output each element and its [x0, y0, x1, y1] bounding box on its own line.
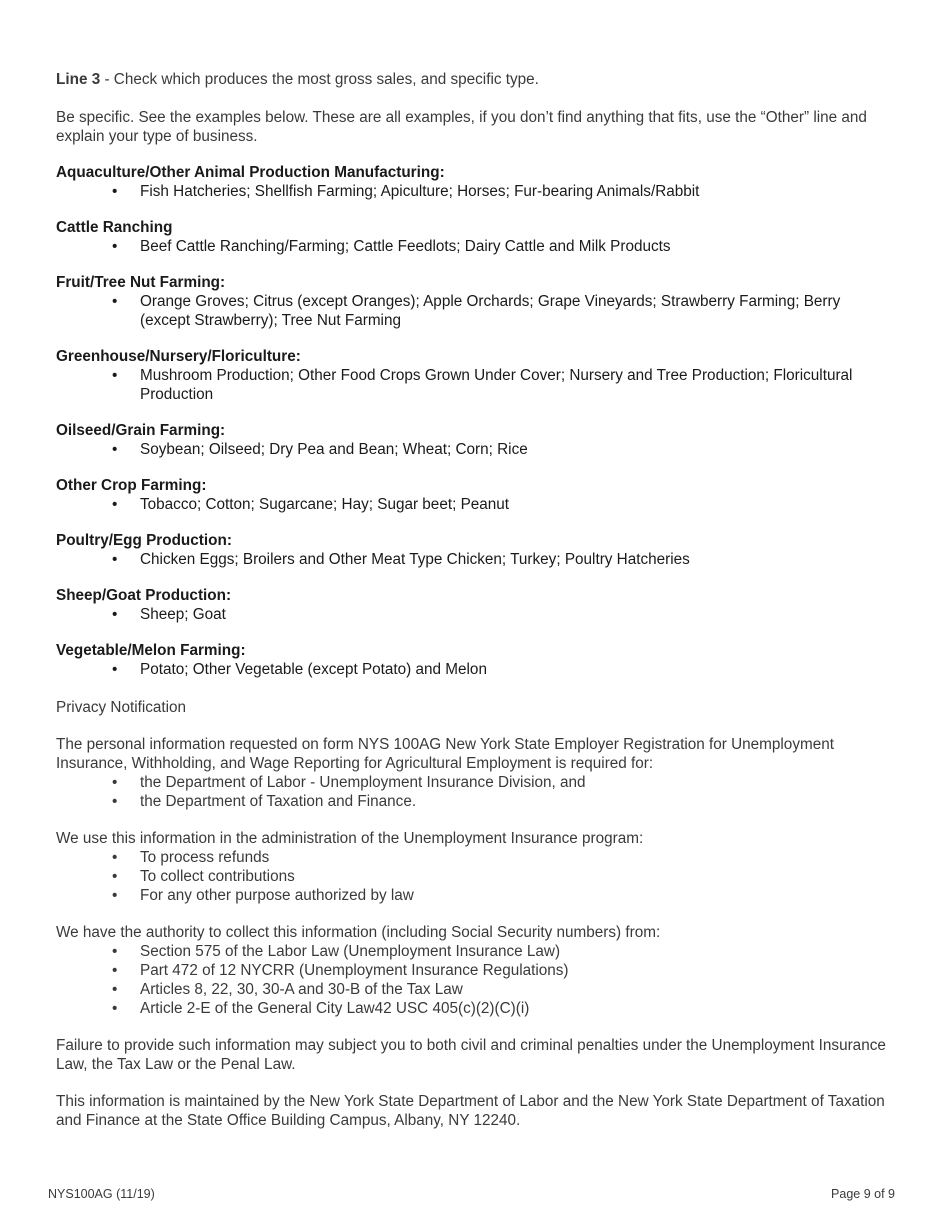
privacy-authority-item — [56, 942, 886, 961]
category-example-item — [56, 366, 886, 404]
category-heading: Poultry/Egg Production: — [56, 532, 232, 549]
line3-instruction — [56, 70, 886, 89]
category-example-item — [56, 292, 886, 330]
line3-text: - Check which produces the most gross sales, and specific type. — [100, 71, 539, 88]
category-heading: Aquaculture/Other Animal Production Manufacturing: — [56, 164, 445, 181]
privacy-required-item — [56, 773, 886, 792]
privacy-authority-intro: We have the authority to collect this information (including Social Security numbers) from: — [56, 924, 661, 941]
privacy-failure-paragraph: Failure to provide such information may subject you to both civil and criminal penalties under the Unemployment Insurance Law, the Tax Law or the Penal Law. — [56, 1037, 886, 1073]
category-example-item — [56, 605, 886, 624]
category-example-item — [56, 440, 886, 459]
category-examples — [56, 495, 886, 514]
category-examples — [56, 660, 886, 679]
privacy-use-item — [56, 867, 886, 886]
privacy-authority-item-text: Part 472 of 12 NYCRR (Unemployment Insurance Regulations) — [140, 962, 569, 979]
privacy-use-intro: We use this information in the administration of the Unemployment Insurance program: — [56, 830, 644, 847]
privacy-authority-item — [56, 961, 886, 980]
bullet-icon: • — [112, 887, 118, 904]
category-heading: Oilseed/Grain Farming: — [56, 422, 226, 439]
bullet-icon: • — [112, 774, 118, 791]
privacy-use-item-text: To process refunds — [140, 849, 270, 866]
category-section — [56, 586, 886, 624]
bullet-icon: • — [112, 849, 118, 866]
privacy-required-item-text: the Department of Taxation and Finance. — [140, 793, 417, 810]
category-heading: Cattle Ranching — [56, 219, 173, 236]
line3-label: Line 3 — [56, 71, 101, 88]
privacy-maintained-paragraph: This information is maintained by the New York State Department of Labor and the New York State Department of Taxation and Finance at the State Office Building Campus, Albany, NY 12240. — [56, 1093, 885, 1129]
category-examples — [56, 182, 886, 201]
privacy-use-item-text: To collect contributions — [140, 868, 295, 885]
bullet-icon: • — [112, 962, 118, 979]
category-example-item-text: Chicken Eggs; Broilers and Other Meat Type Chicken; Turkey; Poultry Hatcheries — [140, 551, 690, 568]
bullet-icon: • — [112, 661, 118, 678]
category-example-item-text: Beef Cattle Ranching/Farming; Cattle Feedlots; Dairy Cattle and Milk Products — [140, 238, 671, 255]
category-section — [56, 347, 886, 404]
bullet-icon: • — [112, 793, 118, 810]
privacy-authority-item — [56, 999, 886, 1018]
category-section — [56, 218, 886, 256]
category-section — [56, 476, 886, 514]
category-example-item — [56, 495, 886, 514]
intro-paragraph: Be specific. See the examples below. These are all examples, if you don’t find anything that fits, use the “Other” line and explain your type of business. — [56, 109, 867, 145]
category-example-item-text: Tobacco; Cotton; Sugarcane; Hay; Sugar beet; Peanut — [140, 496, 510, 513]
category-example-item — [56, 182, 886, 201]
privacy-authority-item-text: Section 575 of the Labor Law (Unemployment Insurance Law) — [140, 943, 561, 960]
bullet-icon: • — [112, 441, 118, 458]
category-examples — [56, 237, 886, 256]
category-examples — [56, 605, 886, 624]
category-section — [56, 641, 886, 679]
privacy-required-item-text: the Department of Labor - Unemployment Insurance Division, and — [140, 774, 586, 791]
category-example-item — [56, 550, 886, 569]
privacy-use-item-text: For any other purpose authorized by law — [140, 887, 414, 904]
category-heading: Vegetable/Melon Farming: — [56, 642, 246, 659]
bullet-icon: • — [112, 606, 118, 623]
bullet-icon: • — [112, 238, 118, 255]
category-section — [56, 421, 886, 459]
bullet-icon: • — [112, 943, 118, 960]
category-example-item-text: Mushroom Production; Other Food Crops Grown Under Cover; Nursery and Tree Production; Floricultural Production — [140, 367, 853, 403]
privacy-required-item — [56, 792, 886, 811]
bullet-icon: • — [112, 981, 118, 998]
privacy-use-item — [56, 886, 886, 905]
category-example-item — [56, 660, 886, 679]
bullet-icon: • — [112, 183, 118, 200]
privacy-authority-item-text: Articles 8, 22, 30, 30-A and 30-B of the Tax Law — [140, 981, 463, 998]
category-example-item-text: Potato; Other Vegetable (except Potato) and Melon — [140, 661, 487, 678]
category-list — [56, 163, 886, 679]
category-section — [56, 163, 886, 201]
category-example-item — [56, 237, 886, 256]
category-examples — [56, 440, 886, 459]
category-heading: Fruit/Tree Nut Farming: — [56, 274, 226, 291]
category-heading: Sheep/Goat Production: — [56, 587, 232, 604]
category-examples — [56, 550, 886, 569]
bullet-icon: • — [112, 868, 118, 885]
privacy-required-intro: The personal information requested on form NYS 100AG New York State Employer Registration for Unemployment Insurance, Withholding, and Wage Reporting for Agricultural Employment is required for: — [56, 736, 834, 772]
bullet-icon: • — [112, 496, 118, 513]
privacy-authority-list — [56, 942, 886, 1018]
category-heading: Other Crop Farming: — [56, 477, 207, 494]
privacy-authority-item-text: Article 2-E of the General City Law42 USC 405(c)(2)(C)(i) — [140, 1000, 530, 1017]
privacy-title: Privacy Notification — [56, 699, 187, 716]
category-example-item-text: Fish Hatcheries; Shellfish Farming; Apiculture; Horses; Fur-bearing Animals/Rabbit — [140, 183, 700, 200]
category-examples — [56, 292, 886, 330]
bullet-icon: • — [112, 1000, 118, 1017]
category-section — [56, 531, 886, 569]
document-page — [56, 70, 886, 1130]
privacy-use-item — [56, 848, 886, 867]
bullet-icon: • — [112, 551, 118, 568]
bullet-icon: • — [112, 293, 118, 310]
privacy-use-list — [56, 848, 886, 905]
category-example-item-text: Soybean; Oilseed; Dry Pea and Bean; Wheat; Corn; Rice — [140, 441, 528, 458]
bullet-icon: • — [112, 367, 118, 384]
page-number: Page 9 of 9 — [831, 1187, 895, 1201]
category-heading: Greenhouse/Nursery/Floriculture: — [56, 348, 301, 365]
form-id: NYS100AG (11/19) — [48, 1187, 155, 1201]
category-example-item-text: Sheep; Goat — [140, 606, 226, 623]
category-section — [56, 273, 886, 330]
category-example-item-text: Orange Groves; Citrus (except Oranges); Apple Orchards; Grape Vineyards; Strawberry Farming; Berry (except Strawberry); Tree Nut Farming — [140, 293, 841, 329]
privacy-required-list — [56, 773, 886, 811]
category-examples — [56, 366, 886, 404]
privacy-authority-item — [56, 980, 886, 999]
